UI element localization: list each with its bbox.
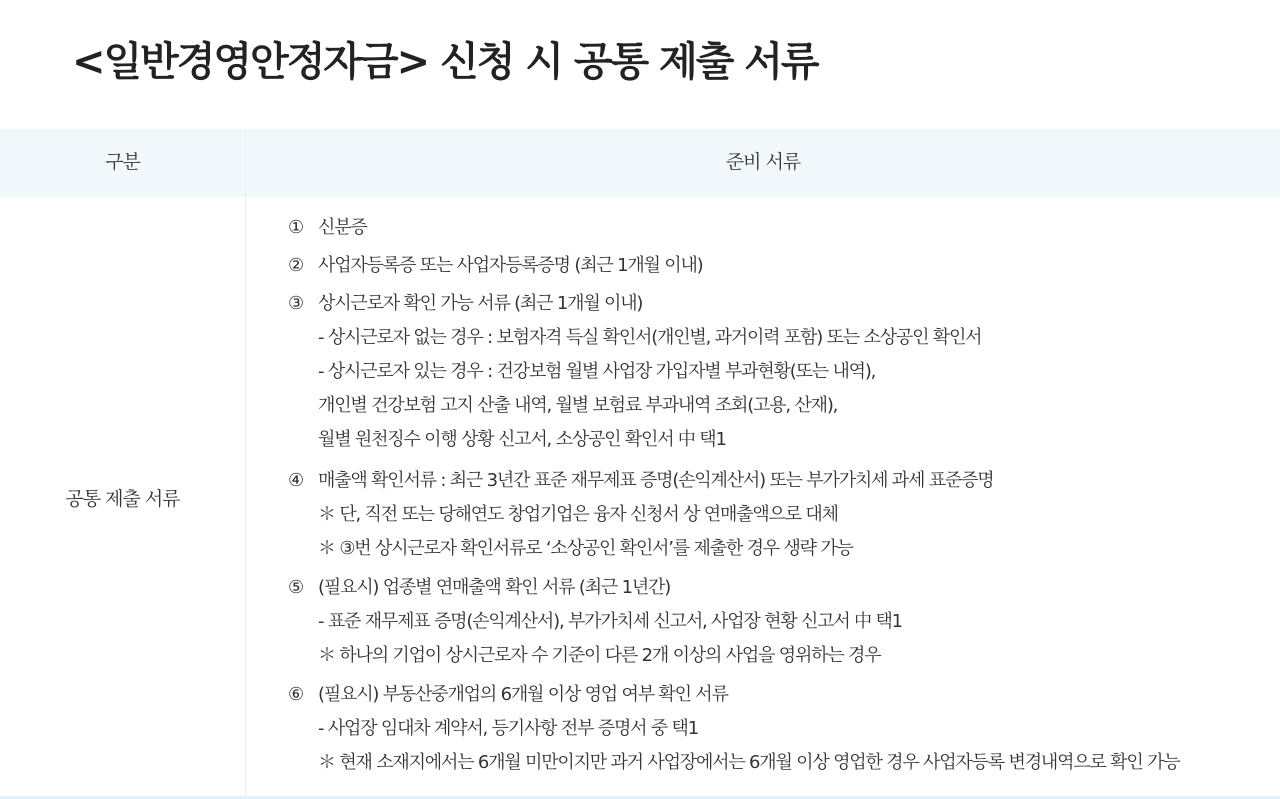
item-text: (필요시) 업종별 연매출액 확인 서류 (최근 1년간)	[318, 577, 671, 598]
sub-item: - 사업장 임대차 계약서, 등기사항 전부 증명서 중 택1	[318, 718, 699, 739]
category-cell: 공통 제출 서류	[65, 487, 180, 510]
item-number: ④	[288, 470, 303, 491]
item-number: ⑥	[288, 684, 303, 705]
documents-table	[0, 129, 1280, 799]
item-text: (필요시) 부동산중개업의 6개월 이상 영업 여부 확인 서류	[318, 684, 728, 705]
sub-item-continuation: 개인별 건강보험 고지 산출 내역, 월별 보험료 부과내역 조회(고용, 산재),	[318, 395, 838, 416]
item-number: ⑤	[288, 577, 303, 598]
sub-item: ＊ ③번 상시근로자 확인서류로 ‘소상공인 확인서’를 제출한 경우 생략 가능	[318, 538, 853, 559]
list-item	[288, 251, 702, 281]
header-category: 구분	[105, 151, 140, 173]
list-item	[288, 213, 367, 243]
list-item	[288, 680, 728, 710]
item-text: 상시근로자 확인 가능 서류 (최근 1개월 이내)	[318, 293, 643, 314]
item-number: ②	[288, 255, 303, 276]
list-item	[288, 573, 670, 603]
item-number: ③	[288, 293, 303, 314]
sub-item: ＊ 현재 소재지에서는 6개월 미만이지만 과거 사업장에서는 6개월 이상 영업한 경우 사업자등록 변경내역으로 확인 가능	[318, 752, 1180, 773]
column-divider	[245, 129, 246, 797]
item-number: ①	[288, 217, 303, 238]
sub-item: ＊ 단, 직전 또는 당해연도 창업기업은 융자 신청서 상 연매출액으로 대체	[318, 504, 838, 525]
page-title: <일반경영안정자금> 신청 시 공통 제출 서류	[72, 39, 818, 85]
item-text: 신분증	[318, 217, 367, 238]
sub-item: ＊ 하나의 기업이 상시근로자 수 기준이 다른 2개 이상의 사업을 영위하는 경우	[318, 645, 881, 666]
sub-item: - 상시근로자 없는 경우 : 보험자격 득실 확인서(개인별, 과거이력 포함) 또는 소상공인 확인서	[318, 327, 982, 348]
item-text: 매출액 확인서류 : 최근 3년간 표준 재무제표 증명(손익계산서) 또는 부가가치세 과세 표준증명	[318, 470, 994, 491]
item-text: 사업자등록증 또는 사업자등록증명 (최근 1개월 이내)	[318, 255, 703, 276]
sub-item: - 표준 재무제표 증명(손익계산서), 부가가치세 신고서, 사업장 현황 신고서 中 택1	[318, 611, 902, 632]
table-header	[0, 129, 1280, 197]
header-documents: 준비 서류	[725, 151, 801, 173]
sub-item: - 상시근로자 있는 경우 : 건강보험 월별 사업장 가입자별 부과현황(또는 내역),	[318, 361, 876, 382]
list-item	[288, 466, 993, 496]
sub-item-continuation: 월별 원천징수 이행 상황 신고서, 소상공인 확인서 中 택1	[318, 429, 726, 450]
list-item	[288, 289, 642, 319]
